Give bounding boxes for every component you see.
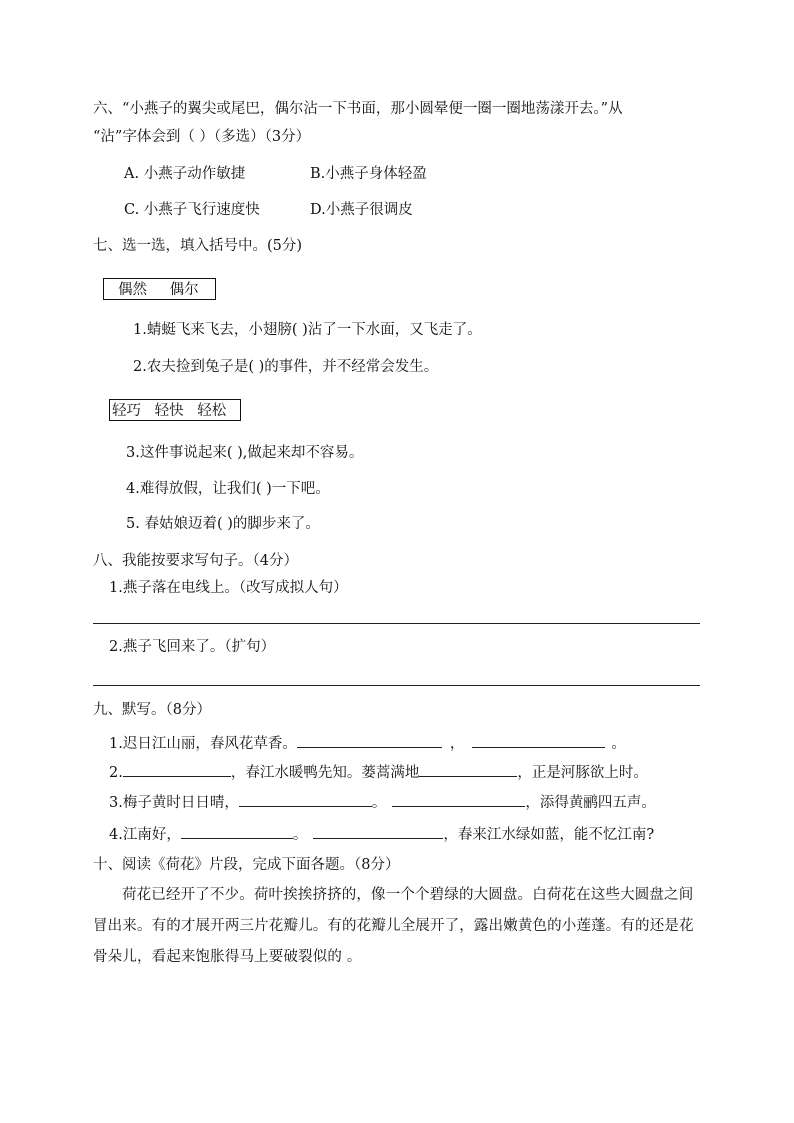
q7-word-box-1	[103, 278, 216, 300]
q6-stem-line1: 六、“小燕子的翼尖或尾巴，偶尔沾一下书面，那小圆晕便一圈一圈地荡漾开去。”从	[93, 101, 623, 117]
q7-word-box-2-word-1: 轻巧	[112, 403, 141, 419]
q9-line-2	[109, 762, 648, 783]
q8-item-1: 1.燕子落在电线上。（改写成拟人句）	[109, 580, 348, 596]
q9-line-3-text-c: ，添得黄鹂四五声。	[525, 795, 656, 811]
q6-stem-line2: “沾”字体会到（ ）（多选）（3分）	[93, 129, 311, 145]
q10-title: 十、阅读《荷花》片段，完成下面各题。（8分）	[93, 857, 400, 873]
q9-blank-1[interactable]	[297, 733, 442, 748]
q9-line-1-text-a: 1.迟日江山丽，春风花草香。	[109, 736, 297, 752]
q6-option-c: C. 小燕子飞行速度快	[124, 202, 260, 218]
q9-line-2-text-b: ，春江水暖鸭先知。蒌蒿满地	[230, 765, 420, 781]
q9-title: 九、默写。（8分）	[93, 702, 211, 718]
q7-word-box-1-word-2: 偶尔	[169, 282, 199, 298]
q9-line-3	[109, 792, 656, 813]
q7-item-4: 4.难得放假，让我们( )一下吧。	[126, 481, 330, 497]
q10-passage: 荷花已经开了不少。荷叶挨挨挤挤的，像一个个碧绿的大圆盘。白荷花在这些大圆盘之间冒出来。有的才展开两三片花瓣儿。有的花瓣儿全展开了，露出嫩黄色的小莲蓬。有的还是花骨朵儿，看起来饱胀得马上要破裂似的 。	[93, 887, 694, 965]
q8-answer-line-2[interactable]	[93, 685, 700, 686]
q9-line-1-text-c: 。	[611, 736, 626, 752]
q7-item-1: 1.蜻蜓飞来飞去，小翅膀( )沾了一下水面，又飞走了。	[133, 322, 482, 338]
q9-line-4-text-a: 4.江南好，	[109, 827, 181, 843]
q9-line-2-text-c: ，正是河豚欲上时。	[517, 765, 648, 781]
q9-blank-7[interactable]	[181, 824, 293, 839]
q9-blank-2[interactable]	[472, 733, 605, 748]
q6-option-a: A. 小燕子动作敏捷	[124, 166, 246, 182]
q9-blank-6[interactable]	[392, 792, 525, 807]
q9-line-1	[109, 733, 626, 754]
q9-line-4-text-c: ，春来江水绿如蓝，能不忆江南?	[443, 827, 655, 843]
q7-title: 七、选一选，填入括号中。(5分)	[93, 238, 303, 254]
q7-item-5: 5. 春姑娘迈着( )的脚步来了。	[126, 516, 320, 532]
q9-line-3-text-a: 3.梅子黄时日日晴，	[109, 795, 239, 811]
q8-answer-line-1[interactable]	[93, 623, 700, 624]
q7-word-box-2	[109, 399, 241, 421]
q9-blank-8[interactable]	[313, 824, 443, 839]
q7-item-3: 3.这件事说起来( ),做起来却不容易。	[126, 445, 364, 461]
q9-line-4-text-b: 。	[292, 827, 308, 843]
q8-title: 八、我能按要求写句子。（4分）	[93, 553, 298, 569]
q7-word-box-2-word-3: 轻松	[197, 403, 227, 419]
q9-blank-3[interactable]	[123, 762, 231, 777]
q6-option-b: B.小燕子身体轻盈	[310, 166, 427, 182]
q9-line-3-text-b: 。	[371, 795, 387, 811]
q7-item-2: 2.农夫捡到兔子是( )的事件，并不经常会发生。	[133, 359, 439, 375]
q7-word-box-1-word-1: 偶然	[118, 282, 147, 298]
q9-line-1-text-b: ，	[449, 736, 465, 752]
q7-word-box-2-word-2: 轻快	[154, 403, 184, 419]
q9-line-4	[109, 824, 654, 845]
q9-line-2-text-a: 2.	[109, 765, 123, 781]
q9-blank-4[interactable]	[419, 762, 517, 777]
q9-blank-5[interactable]	[239, 792, 372, 807]
q6-option-d: D.小燕子很调皮	[310, 202, 413, 218]
q8-item-2: 2.燕子飞回来了。（扩句）	[109, 639, 276, 655]
